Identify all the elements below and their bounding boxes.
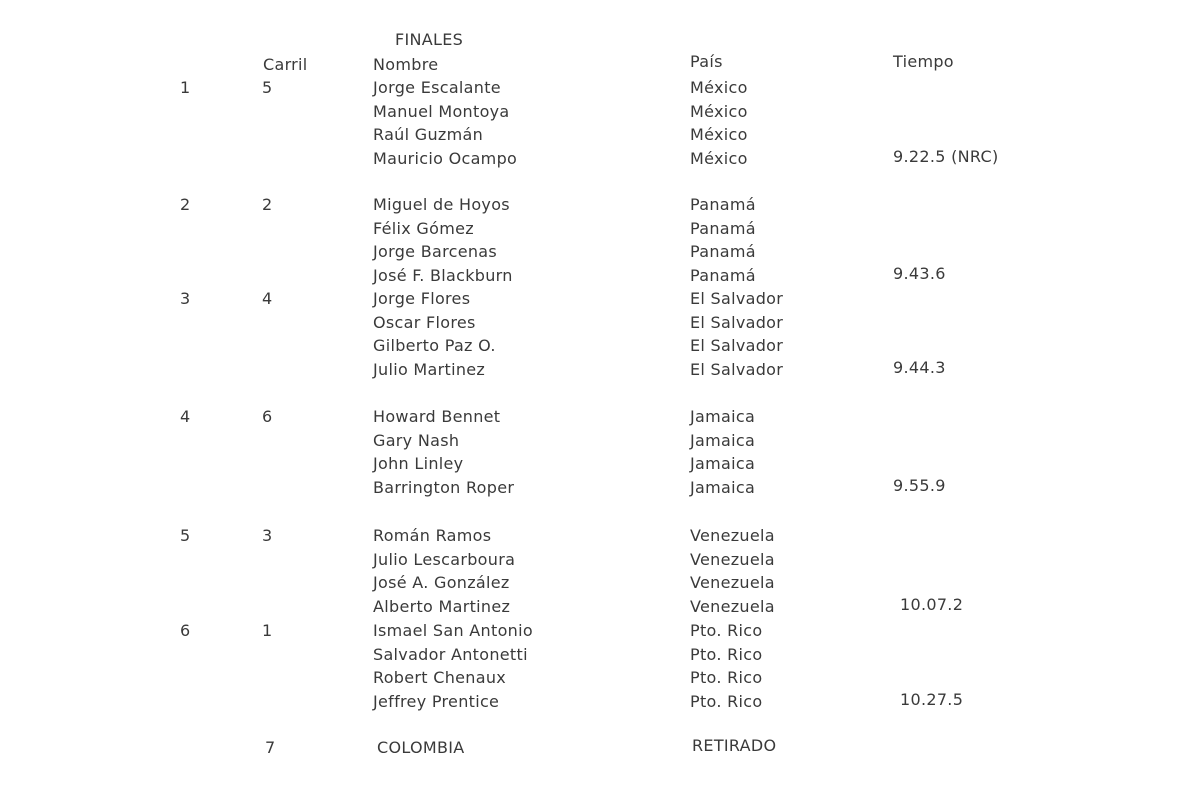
swimmer-country: México (690, 78, 748, 97)
place-number: 6 (180, 621, 191, 640)
document-title: FINALES (395, 30, 464, 49)
swimmer-name: Robert Chenaux (373, 668, 507, 687)
swimmer-name: Howard Bennet (373, 407, 501, 426)
swimmer-country: México (690, 149, 748, 168)
swimmer-country: Panamá (690, 266, 756, 285)
lane-number: 1 (262, 621, 273, 640)
swimmer-name: Félix Gómez (373, 219, 474, 238)
team-time: 9.22.5 (NRC) (893, 147, 999, 166)
team-time: 9.44.3 (893, 358, 946, 377)
team-time: 10.07.2 (900, 595, 964, 614)
swimmer-name: Raúl Guzmán (373, 125, 484, 144)
place-number: 3 (180, 289, 191, 308)
lane-number: 5 (262, 78, 273, 97)
swimmer-name: Gilberto Paz O. (373, 336, 496, 355)
swimmer-country: El Salvador (690, 313, 784, 332)
swimmer-country: Pto. Rico (690, 692, 763, 711)
withdrawn-status: RETIRADO (692, 736, 777, 755)
swimmer-name: John Linley (373, 454, 464, 473)
header-nombre: Nombre (373, 55, 439, 74)
team-time: 9.43.6 (893, 264, 946, 283)
swimmer-name: Jorge Escalante (373, 78, 501, 97)
swimmer-name: Barrington Roper (373, 478, 515, 497)
swimmer-name: Jorge Barcenas (373, 242, 498, 261)
swimmer-country: México (690, 102, 748, 121)
header-carril: Carril (263, 55, 308, 74)
place-number: 5 (180, 526, 191, 545)
lane-number: 2 (262, 195, 273, 214)
swimmer-country: Jamaica (690, 431, 756, 450)
swimmer-country: Pto. Rico (690, 668, 763, 687)
swimmer-country: Jamaica (690, 407, 756, 426)
swimmer-name: Alberto Martinez (373, 597, 511, 616)
swimmer-name: Ismael San Antonio (373, 621, 533, 640)
header-tiempo: Tiempo (893, 52, 954, 71)
swimmer-country: Jamaica (690, 478, 756, 497)
swimmer-name: Miguel de Hoyos (373, 195, 510, 214)
swimmer-name: Julio Lescarboura (373, 550, 516, 569)
swimmer-country: México (690, 125, 748, 144)
swimmer-country: Venezuela (690, 550, 775, 569)
swimmer-name: Mauricio Ocampo (373, 149, 518, 168)
swimmer-name: José A. González (373, 573, 510, 592)
withdrawn-lane: 7 (265, 738, 276, 757)
swimmer-name: Manuel Montoya (373, 102, 510, 121)
swimmer-name: Salvador Antonetti (373, 645, 528, 664)
swimmer-country: El Salvador (690, 336, 784, 355)
lane-number: 3 (262, 526, 273, 545)
swimmer-country: Panamá (690, 219, 756, 238)
swimmer-name: José F. Blackburn (373, 266, 513, 285)
swimmer-name: Oscar Flores (373, 313, 476, 332)
swimmer-country: Jamaica (690, 454, 756, 473)
swimmer-country: El Salvador (690, 289, 784, 308)
place-number: 1 (180, 78, 191, 97)
swimmer-country: Pto. Rico (690, 621, 763, 640)
place-number: 4 (180, 407, 191, 426)
swimmer-country: Panamá (690, 195, 756, 214)
swimmer-name: Jeffrey Prentice (373, 692, 500, 711)
lane-number: 6 (262, 407, 273, 426)
swimmer-name: Jorge Flores (373, 289, 471, 308)
swimmer-country: Venezuela (690, 597, 775, 616)
header-pais: País (690, 52, 723, 71)
withdrawn-team: COLOMBIA (377, 738, 465, 757)
swimmer-name: Gary Nash (373, 431, 460, 450)
swimmer-name: Julio Martinez (373, 360, 486, 379)
swimmer-country: Venezuela (690, 573, 775, 592)
place-number: 2 (180, 195, 191, 214)
lane-number: 4 (262, 289, 273, 308)
swimmer-country: El Salvador (690, 360, 784, 379)
team-time: 10.27.5 (900, 690, 964, 709)
swimmer-country: Venezuela (690, 526, 775, 545)
swimmer-country: Panamá (690, 242, 756, 261)
team-time: 9.55.9 (893, 476, 946, 495)
swimmer-name: Román Ramos (373, 526, 492, 545)
swimmer-country: Pto. Rico (690, 645, 763, 664)
